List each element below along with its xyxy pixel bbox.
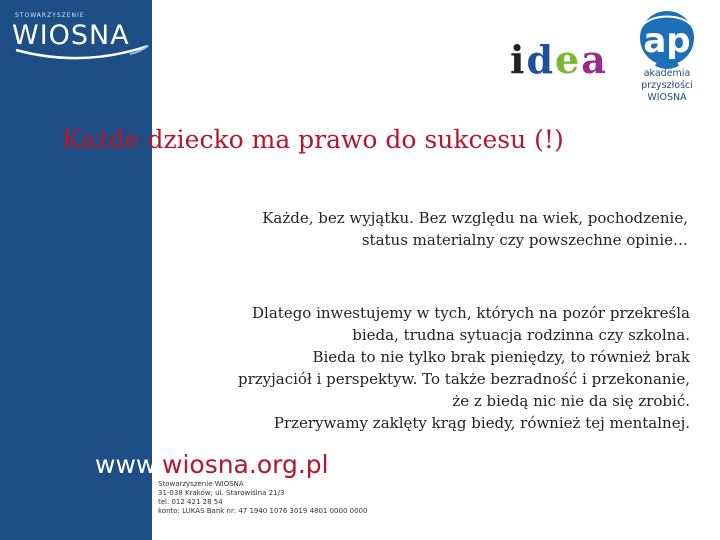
ap-logo-caption bbox=[626, 68, 708, 104]
akademia-przyszlosci-logo bbox=[626, 8, 708, 112]
address-line: tel. 012 421 28 54 bbox=[158, 498, 223, 506]
idea-letter-i: i bbox=[510, 37, 527, 82]
paragraph-2 bbox=[150, 302, 690, 434]
ap-caption-line: WIOSNA bbox=[647, 92, 687, 103]
contact-address bbox=[158, 480, 367, 516]
idea-letter-a: a bbox=[581, 37, 608, 82]
paragraph-line: że z biedą nic nie da się zrobić. bbox=[452, 392, 690, 410]
logo-swoosh-icon bbox=[12, 42, 152, 64]
idea-letter-e: e bbox=[555, 37, 582, 82]
idea-letter-d: d bbox=[526, 37, 556, 82]
slide-title: Każde dziecko ma prawo do sukcesu (!) bbox=[62, 125, 564, 154]
paragraph-line: Przerywamy zaklęty krąg biedy, również tej mentalnej. bbox=[273, 414, 690, 432]
website-url[interactable] bbox=[95, 449, 329, 481]
logo-main-text: WIOSNA bbox=[12, 20, 130, 51]
paragraph-1 bbox=[150, 207, 688, 251]
ap-caption-line: przyszłości bbox=[641, 80, 693, 91]
wiosna-logo bbox=[12, 12, 152, 62]
ap-caption-line: akademia bbox=[643, 68, 691, 79]
logo-top-text: STOWARZYSZENIE bbox=[15, 12, 85, 19]
paragraph-line: bieda, trudna sytuacja rodzinna czy szkolna. bbox=[352, 326, 690, 344]
paragraph-line: przyjaciół i perspektyw. To także bezradność i przekonanie, bbox=[237, 370, 690, 388]
address-line: Stowarzyszenie WIOSNA bbox=[158, 480, 244, 488]
paragraph-line: Bieda to nie tylko brak pieniędzy, to również brak bbox=[312, 348, 690, 366]
ap-logo-letters: ap bbox=[643, 21, 691, 61]
ap-logo-icon bbox=[626, 8, 708, 70]
idea-wordmark bbox=[510, 36, 610, 84]
paragraph-line: Każde, bez wyjątku. Bez względu na wiek, pochodzenie, bbox=[262, 209, 688, 227]
address-line: 31-038 Kraków; ul. Starowiślna 21/3 bbox=[158, 489, 285, 497]
url-prefix: www. bbox=[95, 450, 162, 479]
address-line: konto: LUKAS Bank nr: 47 1940 1076 3019 4801 0000 0000 bbox=[158, 507, 368, 515]
url-domain: wiosna.org.pl bbox=[162, 450, 329, 479]
paragraph-line: Dlatego inwestujemy w tych, których na pozór przekreśla bbox=[252, 304, 690, 322]
paragraph-line: status materialny czy powszechne opinie… bbox=[361, 231, 688, 249]
